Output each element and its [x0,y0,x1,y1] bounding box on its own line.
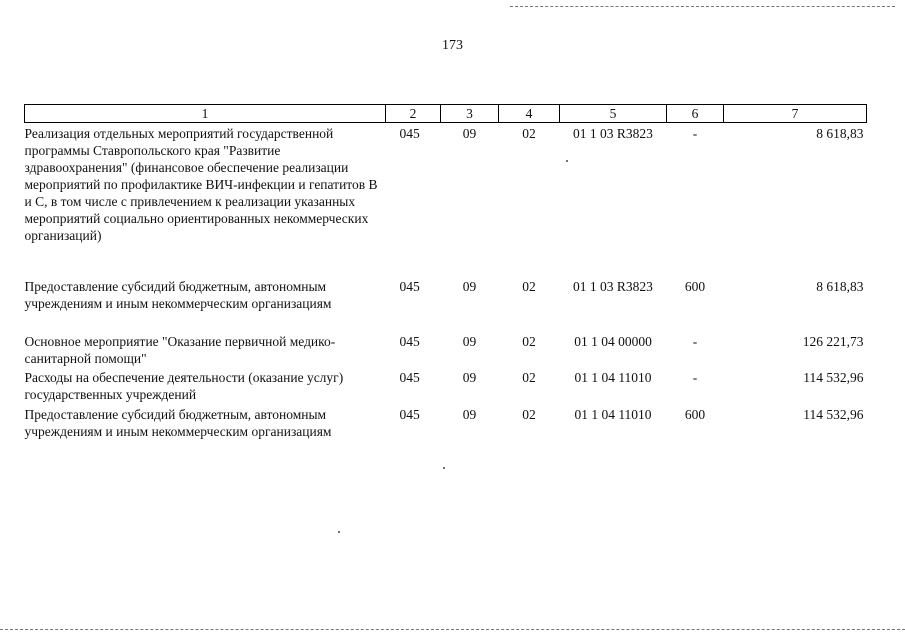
row-name: Реализация отдельных мероприятий государственной программы Ставропольского края "Развитие здравоохранения" (финансовое обеспечение реализации мероприятий по профилактике ВИЧ-инфекции и гепатитов B и C, в том числе с привлечением к реализации указанных мероприятий социально ориентированных некоммерческих организаций) [24,126,378,243]
table-header-row [25,105,867,123]
cell-expense-type: 600 [684,407,706,422]
cell-expense-type: - [692,126,698,141]
cell-expense-type: 600 [684,279,706,294]
cell-ministry-code: 045 [399,407,420,422]
cell-subsection: 02 [522,126,536,141]
table-row [25,333,867,369]
cell-amount: 8 618,83 [816,126,864,141]
table-row [25,406,867,442]
cell-expense-type: - [692,334,698,349]
cell-target-item: 01 1 04 11010 [574,407,652,422]
cell-ministry-code: 045 [399,370,420,385]
page-number: 173 [442,38,463,53]
row-name: Основное мероприятие "Оказание первичной медико-санитарной помощи" [24,334,336,366]
cell-amount: 126 221,73 [802,334,864,349]
header-cell: 7 [724,105,867,123]
cell-section: 09 [462,279,477,294]
cell-target-item: 01 1 03 R3823 [573,126,653,141]
row-name: Предоставление субсидий бюджетным, автономным учреждениям и иным некоммерческим организациям [24,279,332,311]
table-row [25,123,867,277]
cell-section: 09 [462,370,477,385]
header-cell: 6 [667,105,724,123]
header-cell: 4 [499,105,560,123]
scan-speck [338,531,340,533]
cell-subsection: 02 [522,407,536,422]
cell-amount: 114 532,96 [803,407,864,422]
cell-ministry-code: 045 [399,334,420,349]
cell-subsection: 02 [522,334,536,349]
table-row [25,369,867,406]
cell-amount: 114 532,96 [803,370,864,385]
cell-section: 09 [462,407,477,422]
cell-section: 09 [462,334,477,349]
header-cell: 2 [386,105,441,123]
scan-edge-bottom [0,629,905,630]
header-cell: 5 [560,105,667,123]
scan-edge-top [510,6,895,7]
cell-subsection: 02 [522,279,536,294]
cell-section: 09 [462,126,477,141]
budget-table [24,104,867,442]
cell-amount: 8 618,83 [816,279,864,294]
cell-target-item: 01 1 03 R3823 [573,279,653,294]
cell-target-item: 01 1 04 11010 [574,370,652,385]
header-cell: 3 [441,105,499,123]
cell-ministry-code: 045 [399,279,420,294]
cell-target-item: 01 1 04 00000 [574,334,652,349]
cell-subsection: 02 [522,370,536,385]
row-name: Расходы на обеспечение деятельности (оказание услуг) государственных учреждений [24,370,344,402]
row-name: Предоставление субсидий бюджетным, автономным учреждениям и иным некоммерческим организациям [24,407,332,439]
cell-ministry-code: 045 [399,126,420,141]
cell-expense-type: - [692,370,698,385]
scan-speck [443,467,445,469]
header-cell: 1 [25,105,386,123]
table-row [25,276,867,333]
